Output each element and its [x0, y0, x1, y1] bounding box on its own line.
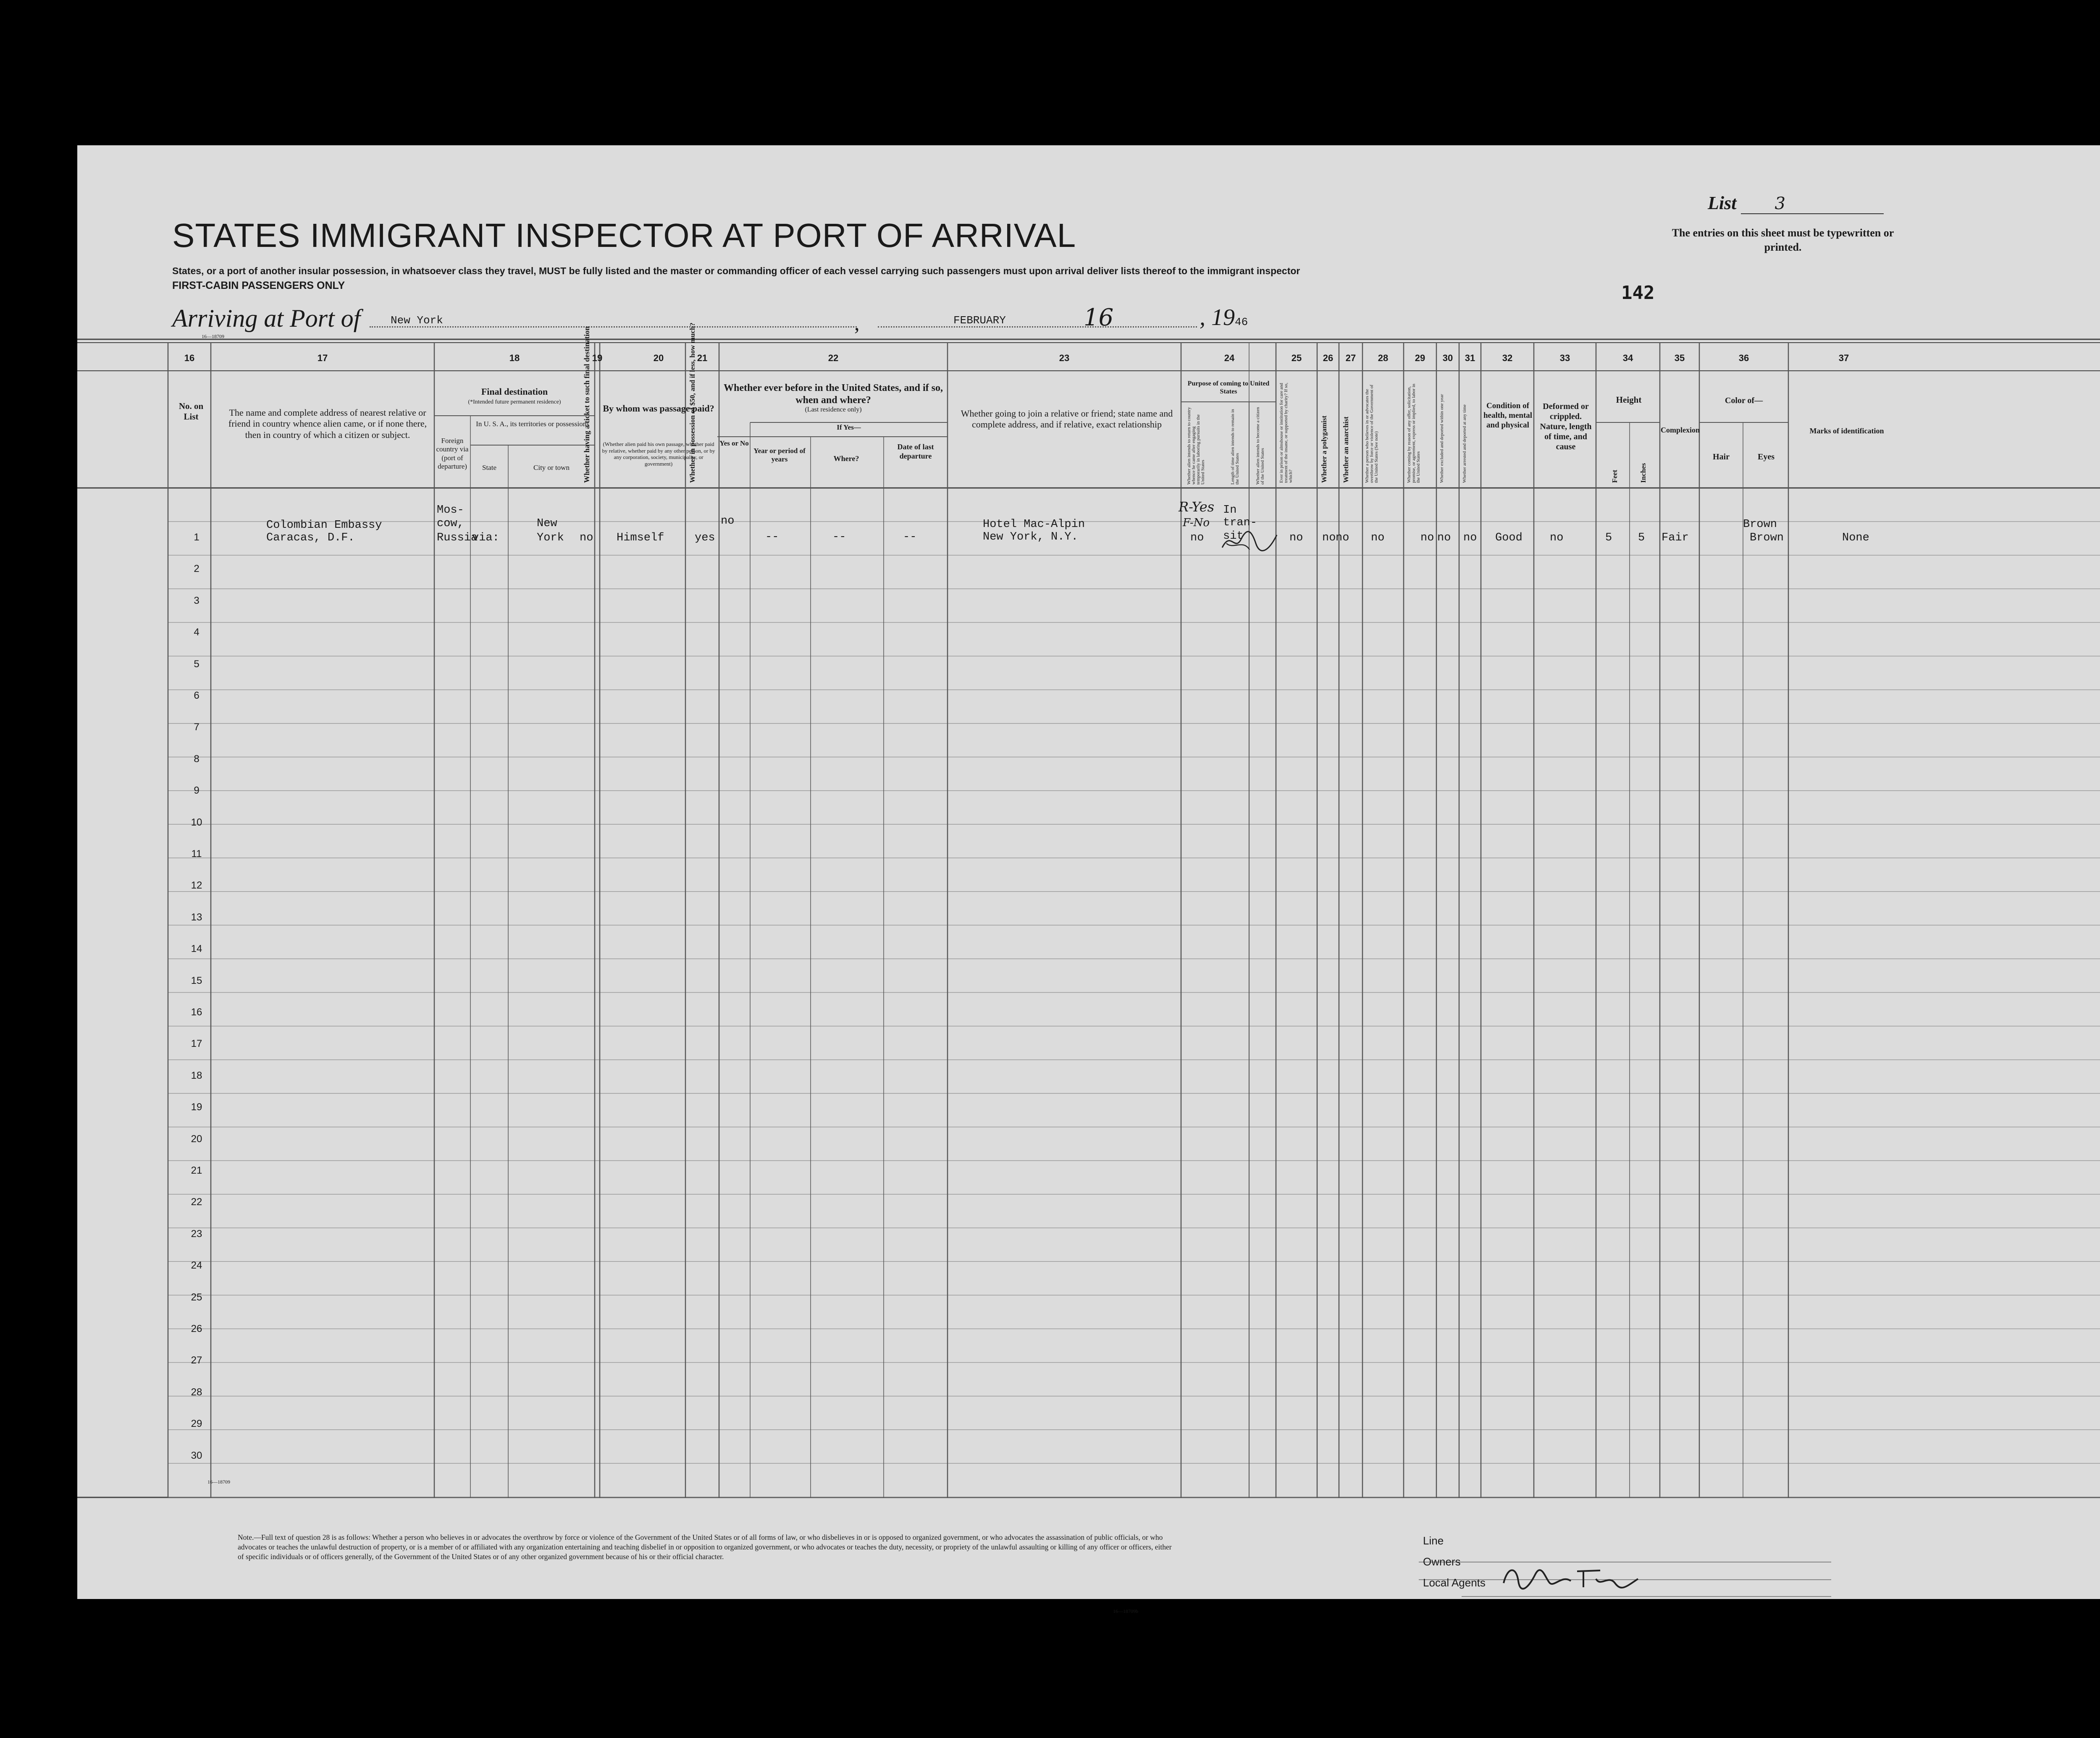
header-anarchist: Whether an anarchist [1342, 416, 1350, 483]
row-number: 6 [194, 690, 200, 701]
entry-purpose-b-3: sit [1223, 530, 1244, 543]
entry-health: Good [1495, 532, 1522, 544]
header-yes-no: Yes or No [719, 439, 749, 447]
row-number: 27 [191, 1355, 202, 1366]
header-ticket: Whether having a ticket to such final destination [583, 326, 591, 483]
header-prison: Ever in prison or almshouse or institution for care and treatment of the insane, or supported by charity? If so, which? [1279, 383, 1293, 483]
day-value: 16 [1084, 304, 1114, 331]
header-usa: In U. S. A., its territories or possessions [476, 420, 589, 428]
column-number: 21 [697, 353, 708, 363]
row-number: 13 [191, 911, 202, 923]
row-number: 30 [191, 1450, 202, 1461]
entry-prison: no [1289, 532, 1303, 544]
row-number: 19 [191, 1101, 202, 1113]
entry-foreign-2: cow, [437, 517, 464, 530]
header-complexion: Complexion [1661, 426, 1700, 434]
header-marks: Marks of identification [1809, 427, 1884, 435]
entry-purpose-b-2: tran- [1223, 516, 1257, 529]
entry-before-yes-no: no [721, 515, 735, 527]
stamp-number: 142 [1621, 282, 1655, 304]
entry-relative-line2: Caracas, D.F. [266, 532, 355, 544]
row-number: 5 [194, 658, 200, 670]
header-no-on-list: No. on List [178, 401, 204, 422]
column-number: 27 [1345, 353, 1356, 363]
header-years: Year or period of years [753, 447, 806, 464]
agent-signature [1499, 1562, 1651, 1600]
row-number: 9 [194, 785, 200, 797]
row-number: 18 [191, 1070, 202, 1081]
header-money: Whether in possession of $50, and if less, how much? [688, 322, 696, 483]
entry-state: via: [472, 532, 499, 544]
column-number: 29 [1415, 353, 1425, 363]
form-code: 16—18709 [202, 333, 224, 339]
header-purpose-b: Length of time alien intends to remain in the United States [1230, 409, 1240, 485]
entry-foreign-3: Russia [437, 532, 478, 544]
row-number: 14 [191, 943, 202, 955]
row-number: 12 [191, 880, 202, 891]
cabin-class: FIRST-CABIN PASSENGERS ONLY [172, 280, 345, 291]
entry-feet: 5 [1605, 532, 1612, 544]
column-number: 18 [509, 353, 520, 363]
column-number: 17 [317, 353, 328, 363]
header-color-of: Color of— [1725, 396, 1763, 405]
row-number: 2 [194, 563, 200, 575]
entry-join-line1: Hotel Mac-Alpin [983, 518, 1085, 531]
handwritten-note-1: R-Yes [1179, 499, 1215, 515]
column-number: 22 [828, 353, 839, 363]
header-departure: Date of last departure [897, 443, 934, 460]
header-purpose: Purpose of coming to United States [1187, 380, 1270, 396]
row-number: 10 [191, 816, 202, 828]
header-foreign-country: Foreign country via (port of departure) [436, 437, 469, 471]
row-number: 16 [191, 1007, 202, 1018]
column-number: 35 [1674, 353, 1685, 363]
header-excluded: Whether excluded and deported within one year [1439, 394, 1444, 483]
entry-hair: Brown [1743, 518, 1777, 531]
footnote: Note.—Full text of question 28 is as follows: Whether a person who believes in or advocates the overthrow by force or violence of the Government of the United States or of all forms of law, or who disbelieves in or is opposed to organized government, or who advocates the assassination of public officials, or who advocates or teaches the unlawful destruction of property, or is a member of or affiliated with any organization entertaining and teaching disbelief in or opposition to organized government, or who advocates or teaches the duty, necessity, or propriety of the unlawful assaulting or killing of any officer or officers, either of specific individuals or of officers generally, of the Government of the United States or of any other organized government because of his or their official character. [238, 1533, 1172, 1561]
column-number: 36 [1738, 353, 1749, 363]
owners-label: Owners [1423, 1555, 1461, 1568]
line-label: Line [1423, 1534, 1444, 1547]
header-final-destination-note: (*Intended future permanent residence) [468, 399, 561, 405]
entry-anarchist: no [1336, 532, 1349, 544]
instructions: The entries on this sheet must be typewritten or printed. [1672, 227, 1894, 253]
header-feet: Feet [1611, 469, 1619, 483]
column-number: 20 [653, 353, 664, 363]
header-overthrow: Whether a person who believes in or advocates the overthrow by force or violence of the Government of the United States (See note) [1365, 385, 1379, 483]
column-number: 16 [184, 353, 195, 363]
header-relative: The name and complete address of nearest relative or friend in country whence alien came, or if none there, then in country of which a citizen or subject. [228, 407, 427, 440]
month-value: FEBRUARY [953, 314, 1006, 327]
header-passage-paid-note: (Whether alien paid his own passage, whether paid by relative, whether paid by any other person, or by any corporation, society, municipality, or government) [602, 441, 715, 467]
row-number: 17 [191, 1038, 202, 1050]
row-number: 23 [191, 1228, 202, 1240]
header-height: Height [1616, 395, 1642, 405]
row-number: 21 [191, 1165, 202, 1176]
list-number: 3 [1741, 194, 1884, 214]
entry-join-line2: New York, N.Y. [983, 531, 1078, 543]
row-number: 20 [191, 1133, 202, 1145]
entry-deformed: no [1550, 532, 1564, 544]
column-number: 33 [1559, 353, 1570, 363]
entry-money: yes [695, 532, 715, 544]
comma: , [854, 311, 860, 335]
header-polygamist: Whether a polygamist [1320, 415, 1328, 483]
column-number: 34 [1622, 353, 1633, 363]
entry-excluded: no [1437, 532, 1451, 544]
header-final-destination: Final destination [481, 386, 548, 397]
row-number: 3 [194, 595, 200, 606]
entry-complexion: Fair [1662, 532, 1689, 544]
header-deported: Whether arrested and deported at any time [1462, 404, 1467, 483]
row-number: 8 [194, 753, 200, 765]
header-city: City or town [533, 464, 570, 472]
column-number: 23 [1059, 353, 1070, 363]
entry-relative-line1: Colombian Embassy [266, 519, 382, 532]
entry-polygamist: no [1322, 532, 1336, 544]
port-value: New York [391, 314, 443, 327]
form-code-right: 16—18709b [1113, 1608, 1138, 1614]
row-number: 26 [191, 1323, 202, 1334]
column-number: 28 [1378, 353, 1389, 363]
row-number: 7 [194, 721, 200, 733]
column-number: 24 [1224, 353, 1235, 363]
entry-purpose-b-1: In [1223, 504, 1237, 516]
row-number: 29 [191, 1418, 202, 1430]
subtitle: States, or a port of another insular possession, in whatsoever class they travel, MUST be fully listed and the master or commanding officer of each vessel carrying such passengers must upon arrival deliver lists thereof to the immigrant inspector [172, 265, 1300, 276]
entry-marks: None [1842, 532, 1869, 544]
header-eyes: Eyes [1758, 452, 1774, 461]
entry-labor-offer: no [1420, 532, 1434, 544]
column-number: 25 [1291, 353, 1302, 363]
handwritten-scrawl [1218, 527, 1281, 556]
header-health: Condition of health, mental and physical [1483, 401, 1533, 430]
header-before-in-us: Whether ever before in the United States, and if so, when and where? [724, 383, 943, 406]
header-deformed: Deformed or crippled. Nature, length of time, and cause [1540, 402, 1592, 451]
entry-paid-by: Himself [617, 532, 664, 544]
entry-where: -- [832, 531, 846, 543]
column-number: 19 [592, 353, 603, 363]
entry-overthrow: no [1371, 532, 1385, 544]
header-if-yes: If Yes— [837, 423, 861, 431]
handwritten-note-2: F-No [1183, 516, 1210, 529]
column-number: 26 [1323, 353, 1334, 363]
entry-purpose-a: no [1190, 532, 1204, 544]
column-number: 31 [1465, 353, 1475, 363]
row-number: 24 [191, 1260, 202, 1271]
entry-city-2: York [537, 532, 564, 544]
header-state: State [482, 464, 496, 472]
column-number: 37 [1838, 353, 1849, 363]
header-where: Where? [833, 454, 859, 463]
column-number: 32 [1502, 353, 1513, 363]
column-number: 30 [1442, 353, 1453, 363]
row-number: 15 [191, 975, 202, 986]
header-purpose-a: Whether alien intends to return to country whence he came after engaging temporarily in laboring pursuits in the United States [1186, 407, 1205, 485]
entry-years: -- [765, 531, 779, 543]
header-join-relative: Whether going to join a relative or friend; state name and complete address, and if relative, exact relationship [961, 408, 1173, 430]
arriving-label: Arriving at Port of [172, 304, 361, 332]
row-number: 4 [194, 627, 200, 638]
header-inches: Inches [1639, 463, 1647, 483]
row-number: 22 [191, 1196, 202, 1208]
row-number: 1 [194, 532, 200, 543]
year-label: , 1946 [1200, 304, 1248, 330]
entry-eyes: Brown [1750, 532, 1784, 544]
entry-deported: no [1463, 532, 1477, 544]
entry-city-1: New [537, 517, 557, 530]
header-before-note: (Last residence only) [805, 406, 862, 413]
row-number: 11 [191, 848, 202, 860]
header-passage-paid: By whom was passage paid? [603, 403, 714, 414]
entry-ticket: no [580, 532, 593, 544]
header-labor-offer: Whether coming by reason of any offer, solicitation, promise, or agreement, express or implied, to labor in the United States [1407, 383, 1421, 483]
header-hair: Hair [1713, 452, 1730, 461]
form-code-left: 16—18709 [207, 1479, 230, 1485]
page-title: STATES IMMIGRANT INSPECTOR AT PORT OF ARRIVAL [172, 217, 1076, 254]
row-number: 28 [191, 1386, 202, 1398]
entry-inches: 5 [1638, 532, 1645, 544]
list-label: List 3 [1708, 192, 1884, 214]
entry-departure: -- [903, 531, 917, 543]
local-agents-label: Local Agents [1423, 1576, 1486, 1589]
row-number: 25 [191, 1291, 202, 1303]
entry-foreign-1: Mos- [437, 504, 464, 516]
header-purpose-c: Whether alien intends to become a citizen of the United States [1255, 407, 1265, 485]
